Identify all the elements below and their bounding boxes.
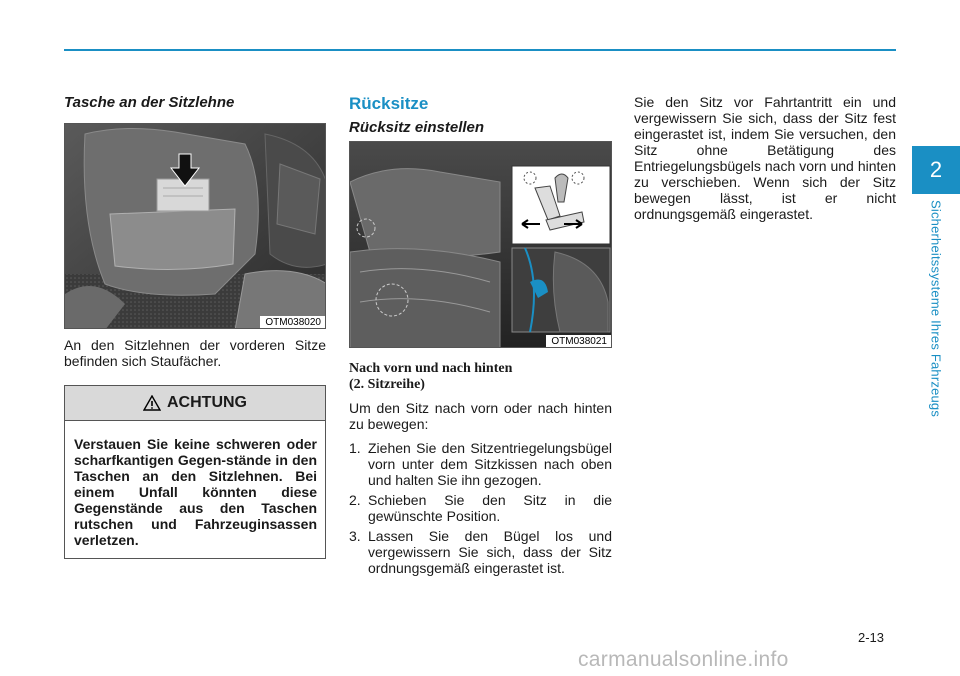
list-item bbox=[349, 492, 612, 524]
chapter-side-title bbox=[922, 200, 950, 440]
chapter-tab bbox=[912, 146, 960, 194]
seat-lock-check-text: Sie den Sitz vor Fahrtantritt ein und vergewissern Sie sich, dass der Sitz fest eingerastet ist, indem Sie versuchen, den Sitz ohne Betätigung des Entriegelungsbügels nach vorn und hinten zu verschieben. Wenn sich der Sitz bewegen lässt, ist er nicht ordnungsgemäß eingerastet. bbox=[634, 94, 896, 222]
figure-seatback-pocket bbox=[64, 123, 326, 329]
figure-label: OTM038020 bbox=[260, 316, 325, 328]
heading-rear-seats: Rücksitze bbox=[349, 94, 429, 113]
section-title-forward-back bbox=[349, 361, 512, 393]
warning-title: ACHTUNG bbox=[167, 394, 247, 411]
warning-header bbox=[65, 386, 325, 421]
pocket-description: An den Sitzlehnen der vorderen Sitze befinden sich Staufächer. bbox=[64, 337, 326, 369]
instructions-intro: Um den Sitz nach vorn oder nach hinten zu bewegen: bbox=[349, 400, 612, 432]
seatback-pocket-illustration bbox=[65, 124, 326, 329]
step-text: Ziehen Sie den Sitzentriegelungsbügel vorn unter dem Sitzkissen nach oben und halten Sie ihn gezogen. bbox=[368, 440, 612, 488]
step-number: 2. bbox=[349, 492, 361, 508]
heading-adjust-rear-seat: Rücksitz einstellen bbox=[349, 119, 485, 136]
heading-seatback-pocket: Tasche an der Sitzlehne bbox=[64, 94, 235, 111]
list-item bbox=[349, 440, 612, 488]
top-rule bbox=[64, 49, 896, 51]
figure-label: OTM038021 bbox=[546, 335, 611, 347]
rear-seat-illustration bbox=[350, 142, 612, 348]
chapter-title: Sicherheitssysteme Ihres Fahrzeugs bbox=[928, 200, 944, 418]
step-number: 1. bbox=[349, 440, 361, 456]
section-title-line-1: Nach vorn und nach hinten bbox=[349, 361, 513, 376]
figure-rear-seat bbox=[349, 141, 612, 348]
watermark: carmanualsonline.info bbox=[578, 648, 789, 671]
warning-text: Verstauen Sie keine schweren oder scharfkantigen Gegen-stände in den Taschen an den Sitzlehnen. Bei einem Unfall könnten diese Gegenstände aus den Taschen rutschen und Fahrzeuginsassen verletzen. bbox=[74, 436, 317, 548]
section-title-line-2: (2. Sitzreihe) bbox=[349, 377, 425, 392]
warning-triangle-icon bbox=[143, 395, 161, 411]
chapter-number: 2 bbox=[929, 157, 943, 182]
instruction-steps bbox=[349, 440, 612, 580]
list-item bbox=[349, 528, 612, 576]
step-text: Schieben Sie den Sitz in die gewünschte Position. bbox=[368, 492, 612, 524]
step-text: Lassen Sie den Bügel los und vergewissern Sie sich, dass der Sitz ordnungsgemäß eingerastet ist. bbox=[368, 528, 612, 576]
warning-box bbox=[64, 385, 326, 559]
page-number: 2-13 bbox=[858, 630, 885, 645]
step-number: 3. bbox=[349, 528, 361, 544]
